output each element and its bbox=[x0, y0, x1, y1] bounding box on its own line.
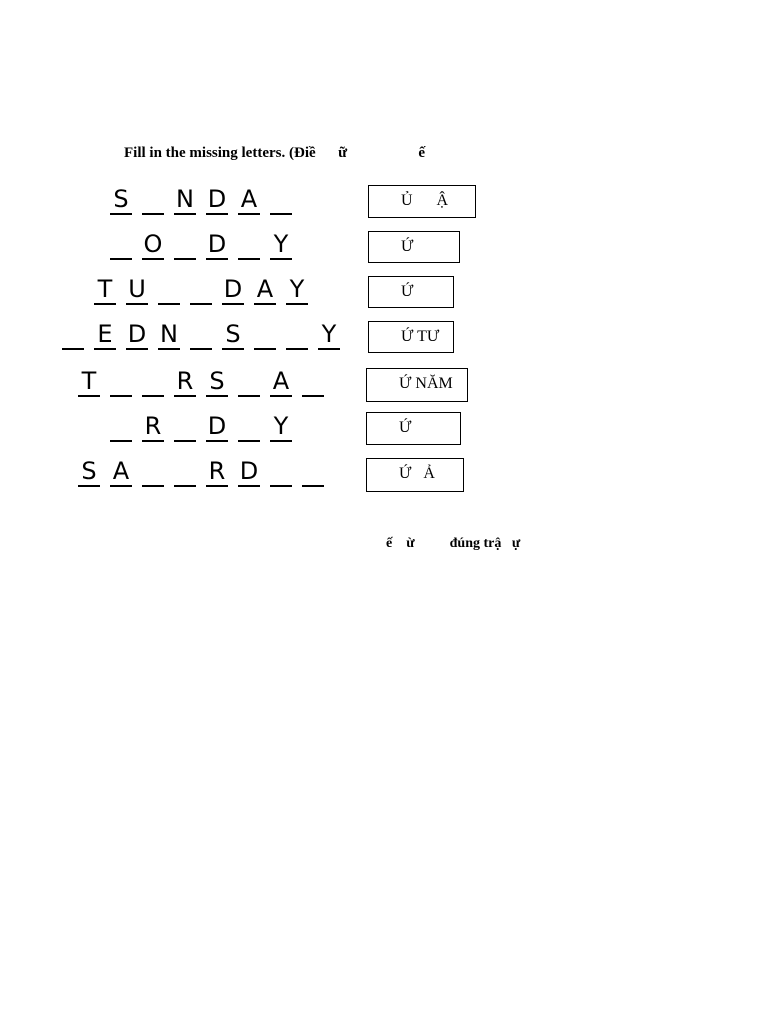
letter-cell: D bbox=[207, 185, 227, 213]
letter-cell: Y bbox=[318, 320, 340, 350]
blank-cell[interactable] bbox=[62, 320, 84, 350]
letter-cell: A bbox=[270, 367, 292, 397]
letter-cell: T bbox=[78, 367, 100, 397]
puzzle-row-3 bbox=[94, 275, 318, 305]
letter-cell: D bbox=[127, 320, 147, 348]
letter-cell: N bbox=[174, 185, 196, 215]
letter-cell: A bbox=[254, 275, 276, 305]
blank-cell[interactable] bbox=[302, 457, 324, 487]
blank-cell[interactable] bbox=[110, 230, 132, 260]
letter-cell: Y bbox=[286, 275, 308, 305]
blank-cell[interactable] bbox=[238, 230, 260, 260]
letter-cell: Y bbox=[270, 412, 292, 442]
puzzle-row-6 bbox=[110, 412, 302, 442]
answer-box-6: Ứ bbox=[366, 412, 461, 445]
letter-cell: D bbox=[207, 412, 227, 440]
blank-cell[interactable] bbox=[270, 185, 292, 215]
blank-cell[interactable] bbox=[110, 412, 132, 442]
letter-cell: O bbox=[143, 230, 163, 258]
blank-cell[interactable] bbox=[110, 367, 132, 397]
puzzle-row-5 bbox=[78, 367, 334, 397]
puzzle-row-7 bbox=[78, 457, 334, 487]
blank-cell[interactable] bbox=[142, 457, 164, 487]
blank-cell[interactable] bbox=[158, 275, 180, 305]
answer-box-2: Ứ bbox=[368, 231, 460, 263]
letter-cell: E bbox=[94, 320, 116, 350]
blank-cell[interactable] bbox=[286, 320, 308, 350]
answer-box-3: Ứ bbox=[368, 276, 454, 308]
blank-cell[interactable] bbox=[190, 320, 212, 350]
letter-cell: A bbox=[110, 457, 132, 487]
answer-box-4: Ứ TƯ bbox=[368, 321, 454, 353]
letter-cell: S bbox=[110, 185, 132, 215]
blank-cell[interactable] bbox=[174, 230, 196, 260]
blank-cell[interactable] bbox=[190, 275, 212, 305]
letter-cell: S bbox=[222, 320, 244, 350]
puzzle-row-4 bbox=[62, 320, 350, 350]
letter-cell: D bbox=[239, 457, 259, 485]
instruction-heading: Fill in the missing letters. (Điề ữ ế bbox=[124, 145, 426, 161]
letter-cell: R bbox=[206, 457, 228, 487]
letter-cell: S bbox=[206, 367, 228, 397]
blank-cell[interactable] bbox=[174, 457, 196, 487]
blank-cell[interactable] bbox=[302, 367, 324, 397]
letter-cell: D bbox=[207, 230, 227, 258]
blank-cell[interactable] bbox=[238, 367, 260, 397]
blank-cell[interactable] bbox=[142, 367, 164, 397]
letter-cell: N bbox=[158, 320, 180, 350]
answer-box-1: Ủ Ậ bbox=[368, 185, 476, 218]
letter-cell: R bbox=[142, 412, 164, 442]
letter-cell: D bbox=[223, 275, 243, 303]
letter-cell: R bbox=[174, 367, 196, 397]
puzzle-row-1 bbox=[110, 185, 302, 215]
letter-cell: Y bbox=[270, 230, 292, 260]
letter-cell: S bbox=[78, 457, 100, 487]
blank-cell[interactable] bbox=[254, 320, 276, 350]
blank-cell[interactable] bbox=[174, 412, 196, 442]
letter-cell: U bbox=[126, 275, 148, 305]
letter-cell: T bbox=[94, 275, 116, 305]
puzzle-row-2 bbox=[110, 230, 302, 260]
answer-box-5: Ứ NĂM bbox=[366, 368, 468, 402]
blank-cell[interactable] bbox=[142, 185, 164, 215]
letter-cell: A bbox=[238, 185, 260, 215]
blank-cell[interactable] bbox=[238, 412, 260, 442]
answer-box-7: Ứ Ả bbox=[366, 458, 464, 492]
footer-note: ế ừ đúng trậ ự bbox=[386, 536, 521, 551]
blank-cell[interactable] bbox=[270, 457, 292, 487]
